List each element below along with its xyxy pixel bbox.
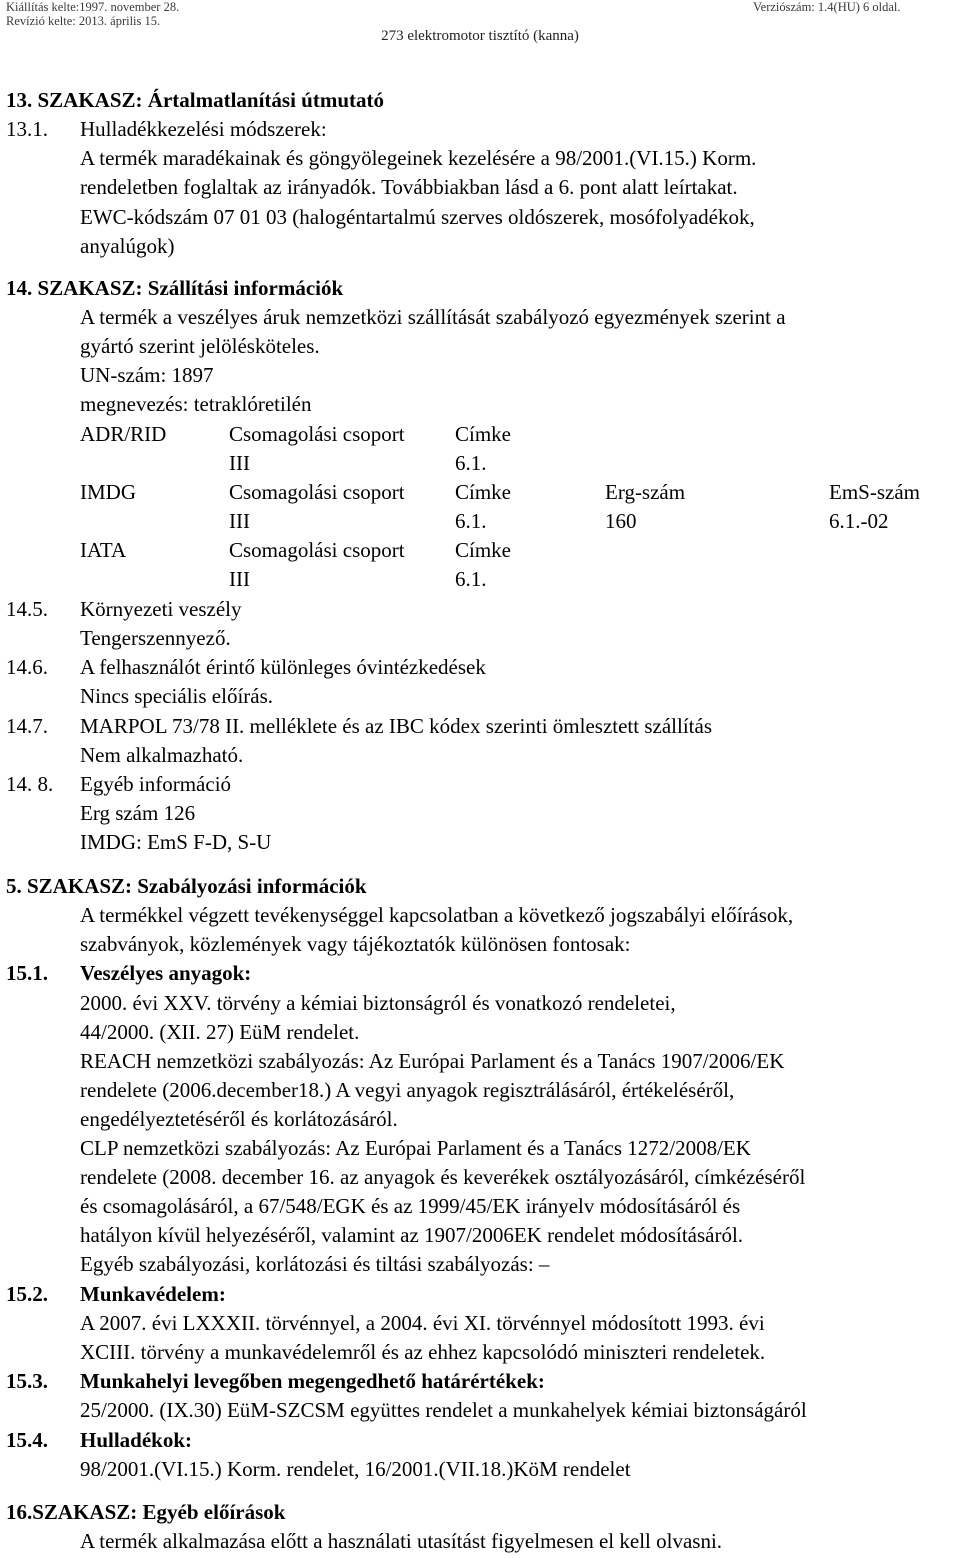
packing-group-label: Csomagolási csoport: [229, 480, 405, 504]
body-line: CLP nemzetközi szabályozás: Az Európai Parlament és a Tanács 1272/2008/EK: [80, 1136, 751, 1160]
body-line: 44/2000. (XII. 27) EüM rendelet.: [80, 1020, 360, 1044]
subsection-number: 14.6.: [6, 655, 48, 679]
body-line: rendeletben foglaltak az irányadók. Továbbiakban lásd a 6. pont alatt leírtakat.: [80, 175, 738, 199]
body-line: engedélyeztetéséről és korlátozásáról.: [80, 1107, 398, 1131]
packing-group-value: III: [229, 451, 250, 475]
label-heading: Címke: [455, 480, 511, 504]
subsection-title: Munkavédelem:: [80, 1282, 226, 1306]
body-line: rendelete (2006.december18.) A vegyi anyagok regisztrálásáról, értékeléséről,: [80, 1078, 735, 1102]
label-heading: Címke: [455, 422, 511, 446]
subsection-number: 15.4.: [6, 1428, 48, 1452]
subsection-number: 14.7.: [6, 714, 48, 738]
transport-mode: IATA: [80, 538, 127, 562]
body-line: IMDG: EmS F-D, S-U: [80, 830, 272, 854]
packing-group-label: Csomagolási csoport: [229, 538, 405, 562]
subsection-number: 14. 8.: [6, 772, 54, 796]
label-value: 6.1.: [455, 509, 487, 533]
body-line: A termékkel végzett tevékenységgel kapcsolatban a következő jogszabályi előírások,: [80, 903, 794, 927]
transport-mode: ADR/RID: [80, 422, 167, 446]
body-line: Tengerszennyező.: [80, 626, 231, 650]
subsection-number: 14.5.: [6, 597, 48, 621]
subsection-title: Veszélyes anyagok:: [80, 961, 252, 985]
body-line: EWC-kódszám 07 01 03 (halogéntartalmú szerves oldószerek, mosófolyadékok,: [80, 205, 755, 229]
un-number: UN-szám: 1897: [80, 363, 214, 387]
transport-mode: IMDG: [80, 480, 136, 504]
body-line: Egyéb szabályozási, korlátozási és tiltási szabályozás: –: [80, 1252, 550, 1276]
section-16-heading: 16.SZAKASZ: Egyéb előírások: [6, 1500, 286, 1524]
erg-label: Erg-szám: [605, 480, 686, 504]
body-line: Erg szám 126: [80, 801, 196, 825]
subsection-number: 13.1.: [6, 117, 48, 141]
label-value: 6.1.: [455, 567, 487, 591]
subsection-number: 15.2.: [6, 1282, 48, 1306]
body-line: XCIII. törvény a munkavédelemről és az ehhez kapcsolódó miniszteri rendeletek.: [80, 1340, 766, 1364]
proper-shipping-name: megnevezés: tetraklóretilén: [80, 392, 312, 416]
label-heading: Címke: [455, 538, 511, 562]
body-line: 98/2001.(VI.15.) Korm. rendelet, 16/2001.(VII.18.)KöM rendelet: [80, 1457, 631, 1481]
packing-group-value: III: [229, 567, 250, 591]
version-info: Verziószám: 1.4(HU) 6 oldal.: [753, 0, 901, 14]
subsection-title: Hulladékok:: [80, 1428, 193, 1452]
label-value: 6.1.: [455, 451, 487, 475]
subsection-title: MARPOL 73/78 II. melléklete és az IBC kódex szerinti ömlesztett szállítás: [80, 714, 712, 738]
body-line: szabványok, közlemények vagy tájékoztatók különösen fontosak:: [80, 932, 631, 956]
body-line: 2000. évi XXV. törvény a kémiai biztonságról és vonatkozó rendeletei,: [80, 991, 676, 1015]
subsection-title: Munkahelyi levegőben megengedhető határértékek:: [80, 1369, 545, 1393]
body-line: A termék maradékainak és göngyölegeinek kezelésére a 98/2001.(VI.15.) Korm.: [80, 146, 757, 170]
issue-date: Kiállítás kelte:1997. november 28.: [6, 0, 180, 14]
body-line: A termék alkalmazása előtt a használati utasítást figyelmesen el kell olvasni.: [80, 1529, 723, 1553]
subsection-title: Hulladékkezelési módszerek:: [80, 117, 327, 141]
section-13-heading: 13. SZAKASZ: Ártalmatlanítási útmutató: [6, 88, 385, 112]
erg-value: 160: [605, 509, 637, 533]
body-line: és csomagolásáról, a 67/548/EGK és az 1999/45/EK irányelv módosításáról és: [80, 1194, 741, 1218]
body-line: rendelete (2008. december 16. az anyagok és keverékek osztályozásáról, címkézéséről: [80, 1165, 806, 1189]
body-line: 25/2000. (IX.30) EüM-SZCSM együttes rendelet a munkahelyek kémiai biztonságáról: [80, 1398, 807, 1422]
subsection-title: A felhasználót érintő különleges óvintézkedések: [80, 655, 486, 679]
section-15-heading: 5. SZAKASZ: Szabályozási információk: [6, 874, 367, 898]
subsection-title: Egyéb információ: [80, 772, 232, 796]
packing-group-label: Csomagolási csoport: [229, 422, 405, 446]
document-title: 273 elektromotor tisztító (kanna): [381, 28, 579, 44]
packing-group-value: III: [229, 509, 250, 533]
body-line: Nincs speciális előírás.: [80, 684, 274, 708]
section-14-heading: 14. SZAKASZ: Szállítási információk: [6, 276, 344, 300]
ems-label: EmS-szám: [829, 480, 920, 504]
body-line: A 2007. évi LXXXII. törvénnyel, a 2004. évi XI. törvénnyel módosított 1993. évi: [80, 1311, 765, 1335]
subsection-title: Környezeti veszély: [80, 597, 242, 621]
body-line: anyalúgok): [80, 234, 175, 258]
ems-value: 6.1.-02: [829, 509, 889, 533]
revision-date: Revízió kelte: 2013. április 15.: [6, 14, 161, 28]
body-line: A termék a veszélyes áruk nemzetközi szállítását szabályozó egyezmények szerint a: [80, 305, 786, 329]
body-line: gyártó szerint jelölésköteles.: [80, 334, 320, 358]
body-line: hatályon kívül helyezéséről, valamint az 1907/2006EK rendelet módosításáról.: [80, 1223, 744, 1247]
body-line: Nem alkalmazható.: [80, 743, 244, 767]
subsection-number: 15.1.: [6, 961, 48, 985]
body-line: REACH nemzetközi szabályozás: Az Európai Parlament és a Tanács 1907/2006/EK: [80, 1049, 785, 1073]
subsection-number: 15.3.: [6, 1369, 48, 1393]
